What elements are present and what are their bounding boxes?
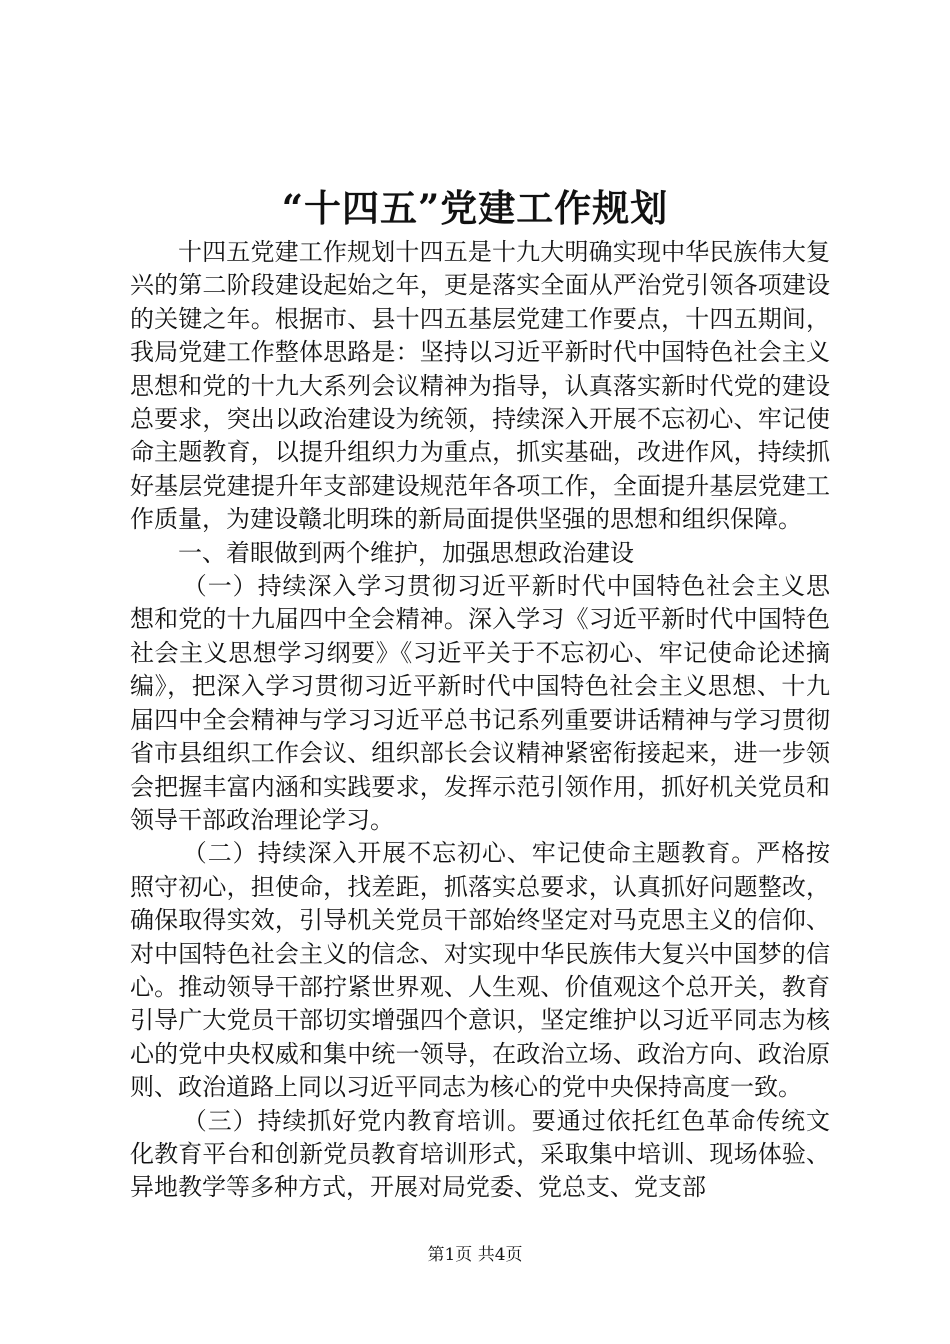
document-title: “十四五”党建工作规划 — [281, 186, 669, 230]
subsection-paragraph-1: （一）持续深入学习贯彻习近平新时代中国特色社会主义思想和党的十九届四中全会精神。深入学习《习近平新时代中国特色社会主义思想学习纲要》《习近平关于不忘初心、牢记使命论述摘编》，把深入学习贯彻习近平新时代中国特色社会主义思想、十九届四中全会精神与学习习近平总书记系列重要讲话精神与学习贯彻省市县组织工作会议、组织部长会议精神紧密衔接起来，进一步领会把握丰富内涵和实践要求，发挥示范引领作用，抓好机关党员和领导干部政治理论学习。 — [130, 572, 830, 834]
page-number-footer: 第1页 共4页 — [427, 1245, 523, 1265]
intro-paragraph: 十四五党建工作规划十四五是十九大明确实现中华民族伟大复兴的第二阶段建设起始之年，更是落实全面从严治党引领各项建设的关键之年。根据市、县十四五基层党建工作要点，十四五期间，我局党建工作整体思路是：坚持以习近平新时代中国特色社会主义思想和党的十九大系列会议精神为指导，认真落实新时代党的建设总要求，突出以政治建设为统领，持续深入开展不忘初心、牢记使命主题教育，以提升组织力为重点，抓实基础，改进作风，持续抓好基层党建提升年支部建设规范年各项工作，全面提升基层党建工作质量，为建设赣北明珠的新局面提供坚强的思想和组织保障。 — [130, 238, 830, 534]
subsection-paragraph-3: （三）持续抓好党内教育培训。要通过依托红色革命传统文化教育平台和创新党员教育培训形式，采取集中培训、现场体验、异地教学等多种方式，开展对局党委、党总支、党支部 — [130, 1106, 830, 1202]
subsection-paragraph-2: （二）持续深入开展不忘初心、牢记使命主题教育。严格按照守初心，担使命，找差距，抓落实总要求，认真抓好问题整改，确保取得实效，引导机关党员干部始终坚定对马克思主义的信仰、对中国特色社会主义的信念、对实现中华民族伟大复兴中国梦的信心。推动领导干部拧紧世界观、人生观、价值观这个总开关，教育引导广大党员干部切实增强四个意识，坚定维护以习近平同志为核心的党中央权威和集中统一领导，在政治立场、政治方向、政治原则、政治道路上同以习近平同志为核心的党中央保持高度一致。 — [130, 839, 830, 1102]
section-heading: 一、着眼做到两个维护，加强思想政治建设 — [178, 538, 634, 567]
document-body — [130, 236, 830, 1205]
